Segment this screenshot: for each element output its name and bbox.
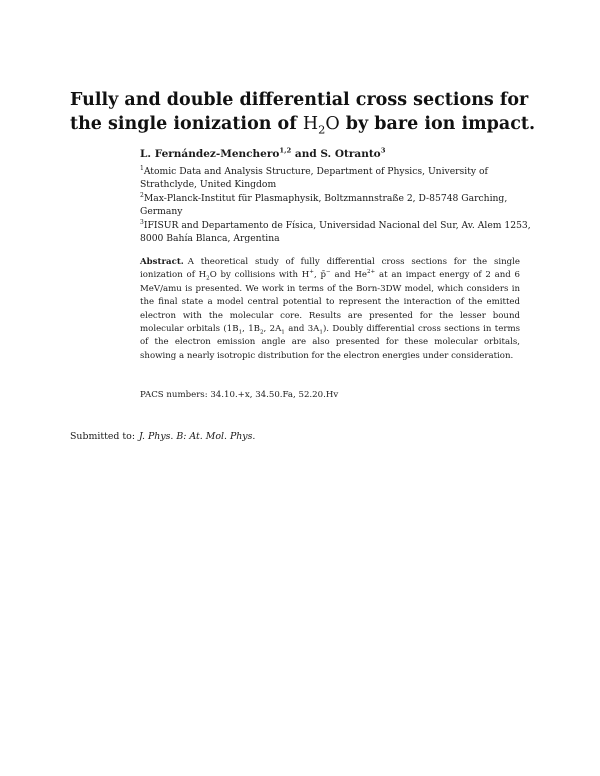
pacs-numbers: PACS numbers: 34.10.+x, 34.50.Fa, 52.20.Hv bbox=[140, 390, 339, 400]
abstract-subscript: 2 bbox=[206, 276, 210, 283]
formula-o: O bbox=[325, 114, 340, 134]
affiliation-number: 2 bbox=[140, 191, 144, 199]
title-text-end: by bare ion impact. bbox=[339, 114, 536, 134]
abstract-text: at an impact energy of 2 and 6 MeV/amu is presented. We work in terms of the Born-3DW model, which considers in the final state a model central potential to represent the interaction of the emitted electron with the molecular core. Results are presented for the lesser bound molecular orbitals (1B bbox=[140, 270, 520, 335]
author-affil-mark: 1,2 bbox=[279, 146, 292, 155]
affiliation-item bbox=[140, 165, 540, 192]
submission-note bbox=[70, 430, 255, 443]
abstract bbox=[140, 256, 520, 363]
author-name: S. Otranto bbox=[320, 148, 381, 160]
title-text: Fully and double differential cross sections for the single ionization of bbox=[70, 90, 529, 134]
abstract-text: , 2A bbox=[263, 324, 282, 335]
paper-title bbox=[70, 88, 550, 136]
abstract-text: ). Doubly differential cross sections in terms of the electron emission angle are also presented for these molecular orbitals, showing a nearly isotropic distribution for the electron energies under consideration. bbox=[140, 324, 521, 361]
affiliation-item bbox=[140, 192, 540, 219]
abstract-text: and 3A bbox=[284, 324, 320, 335]
abstract-subscript: 1 bbox=[281, 329, 285, 336]
abstract-subscript: 2 bbox=[259, 329, 264, 336]
abstract-subscript: 1 bbox=[319, 329, 323, 336]
abstract-text: A theoretical study of fully differential cross sections for the single ionization of H bbox=[140, 257, 520, 281]
abstract-text: and He bbox=[330, 270, 367, 281]
affiliation-number: 1 bbox=[140, 164, 144, 172]
abstract-superscript: 2+ bbox=[366, 269, 376, 276]
journal-name: J. Phys. B: At. Mol. Phys. bbox=[138, 431, 256, 442]
abstract-superscript: − bbox=[326, 269, 331, 276]
abstract-subscript: 1 bbox=[238, 329, 243, 336]
abstract-heading: Abstract. bbox=[140, 257, 184, 267]
abstract-superscript: + bbox=[309, 269, 314, 276]
submission-label: Submitted to: bbox=[70, 431, 135, 442]
abstract-text: , 1B bbox=[242, 324, 260, 335]
author-name: L. Fernández-Menchero bbox=[140, 148, 280, 160]
affiliation-list bbox=[140, 165, 540, 245]
affiliation-text: Max-Planck-Institut für Plasmaphysik, Boltzmannstraße 2, D-85748 Garching, Germany bbox=[140, 192, 508, 218]
affiliation-number: 3 bbox=[140, 218, 144, 226]
affiliation-item bbox=[140, 219, 540, 246]
author-affil-mark: 3 bbox=[380, 146, 386, 155]
formula-h: H bbox=[302, 114, 319, 134]
author-conjunction: and bbox=[291, 148, 321, 160]
formula-sub: 2 bbox=[318, 122, 326, 137]
affiliation-text: Atomic Data and Analysis Structure, Department of Physics, University of Strathclyde, United Kingdom bbox=[140, 166, 488, 191]
author-line bbox=[140, 147, 385, 161]
title-formula bbox=[302, 114, 340, 137]
abstract-text: O by collisions with H bbox=[209, 270, 310, 281]
affiliation-text: IFISUR and Departamento de Física, Universidad Nacional del Sur, Av. Alem 1253, 8000 Bahía Blanca, Argentina bbox=[140, 219, 531, 245]
abstract-text: , p̄ bbox=[313, 270, 326, 281]
